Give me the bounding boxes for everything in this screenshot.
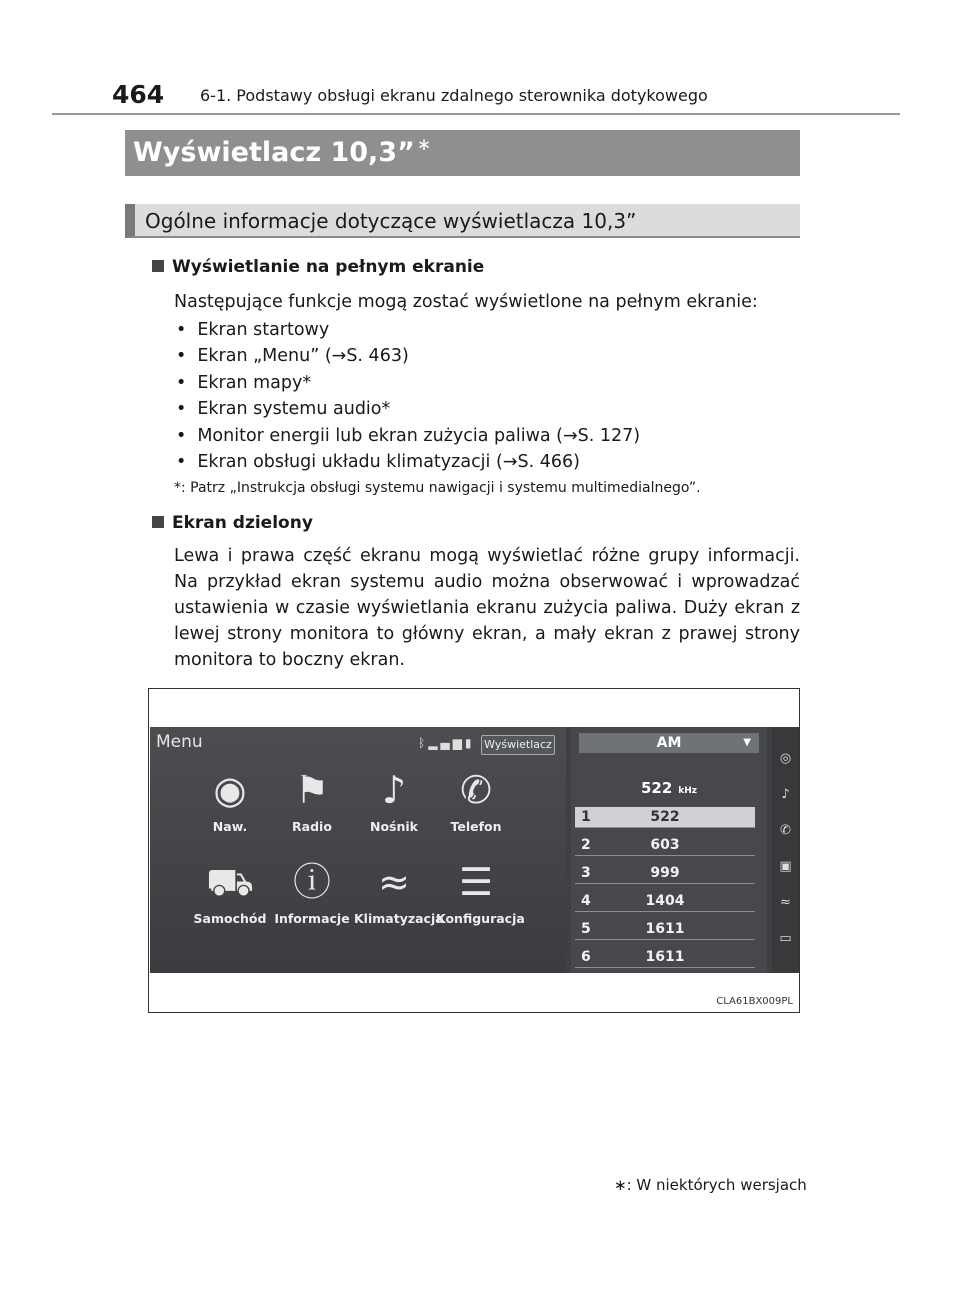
intro-text: Następujące funkcje mogą zostać wyświetlone na pełnym ekranie:: [174, 292, 758, 312]
preset-row[interactable]: 1611 5: [575, 919, 755, 940]
figure-code: CLA61BX009PL: [716, 996, 793, 1007]
music-note-icon[interactable]: ♪: [781, 787, 790, 802]
climate-icon[interactable]: ≈: [780, 895, 791, 910]
side-screen: [571, 727, 767, 973]
image-icon[interactable]: ▣: [779, 859, 792, 874]
preset-row[interactable]: 1404 4: [575, 891, 755, 912]
list-item: • Monitor energii lub ekran zużycia paliwa (→S. 127): [176, 423, 640, 449]
square-bullet-icon: [152, 516, 164, 528]
list-item: • Ekran systemu audio*: [176, 396, 640, 422]
header-divider: [52, 113, 900, 115]
list-item: • Ekran startowy: [176, 317, 640, 343]
map-icon[interactable]: ◎: [779, 751, 792, 766]
tile-information[interactable]: ⓘ Informacje: [272, 859, 352, 926]
tile-phone[interactable]: ✆ Telefon: [436, 767, 516, 834]
side-icon-column: [772, 727, 799, 973]
status-icons: [418, 736, 475, 750]
display-button[interactable]: Wyświetlacz: [481, 735, 555, 755]
car-icon: ⛟: [206, 860, 254, 904]
signal-icon: ▂▄▆: [428, 736, 465, 750]
square-bullet-icon: [152, 260, 164, 272]
screen-toggle-icon[interactable]: ▭: [779, 931, 792, 946]
tile-climate[interactable]: ≈ Klimatyzacja: [354, 860, 444, 926]
feature-list: [176, 317, 640, 475]
frequency-unit: kHz: [678, 786, 698, 796]
climate-icon: ≈: [378, 860, 410, 904]
battery-icon: ▮: [464, 736, 475, 750]
tile-radio[interactable]: ⚑ Radio: [272, 767, 352, 834]
music-note-icon: ♪: [381, 768, 407, 812]
navigation-icon: ◉: [213, 768, 247, 812]
tile-media[interactable]: ♪ Nośnik: [354, 767, 434, 834]
preset-row[interactable]: 603 2: [575, 835, 755, 856]
display-screen: [150, 727, 799, 973]
band-selector[interactable]: [579, 733, 759, 753]
phone-icon[interactable]: ✆: [780, 823, 791, 838]
list-item: • Ekran „Menu” (→S. 463): [176, 343, 640, 369]
list-item: • Ekran obsługi układu klimatyzacji (→S. 466): [176, 449, 640, 475]
screen-figure: [148, 688, 800, 1013]
title-asterisk: ∗: [416, 135, 432, 155]
frequency-value: 522: [640, 779, 673, 797]
settings-icon: ☰: [458, 860, 494, 904]
chapter-title: 6-1. Podstawy obsługi ekranu zdalnego sterownika dotykowego: [200, 86, 708, 105]
info-icon: ⓘ: [292, 860, 331, 904]
preset-row[interactable]: 1611 6: [575, 947, 755, 968]
page-title-text: Wyświetlacz 10,3”: [133, 137, 415, 168]
menu-title: Menu: [156, 732, 203, 752]
preset-row[interactable]: 999 3: [575, 863, 755, 884]
radio-tower-icon: ⚑: [294, 768, 330, 812]
page-header: [112, 80, 900, 114]
split-screen-text: Lewa i prawa część ekranu mogą wyświetlać różne grupy informacji. Na przykład ekran systemu audio można obserwować i wprowadzać ustawienia w czasie wyświetlania ekranu zużycia paliwa. Duży ekran z lewej strony monitora to główny ekran, a mały ekran z prawej strony monitora to boczny ekran.: [174, 546, 800, 670]
dropdown-arrow-icon: ▼: [743, 737, 751, 748]
subheading-text: Ekran dzielony: [172, 513, 313, 533]
band-label: AM: [656, 735, 682, 751]
phone-icon: ✆: [460, 768, 492, 812]
bluetooth-icon: ᛒ: [418, 736, 429, 750]
list-item: • Ekran mapy*: [176, 370, 640, 396]
subheading-full-screen: [152, 257, 484, 277]
tile-navigation[interactable]: ◉ Naw.: [190, 767, 270, 834]
preset-row[interactable]: 522 1: [575, 807, 755, 828]
page-number: 464: [112, 80, 165, 109]
subheading-text: Wyświetlanie na pełnym ekranie: [172, 257, 485, 277]
tile-vehicle[interactable]: ⛟ Samochód: [190, 859, 270, 926]
subheading-split-screen: [152, 513, 313, 533]
page-footnote: ∗: W niektórych wersjach: [614, 1176, 807, 1194]
section-heading: Ogólne informacje dotyczące wyświetlacza 10,3”: [125, 204, 800, 238]
frequency-readout: [571, 779, 767, 797]
list-footnote: *: Patrz „Instrukcja obsługi systemu nawigacji i systemu multimedialnego”.: [174, 480, 701, 496]
main-screen: [150, 727, 566, 973]
page-title: [125, 130, 800, 176]
tile-settings[interactable]: ☰ Konfiguracja: [436, 860, 525, 926]
